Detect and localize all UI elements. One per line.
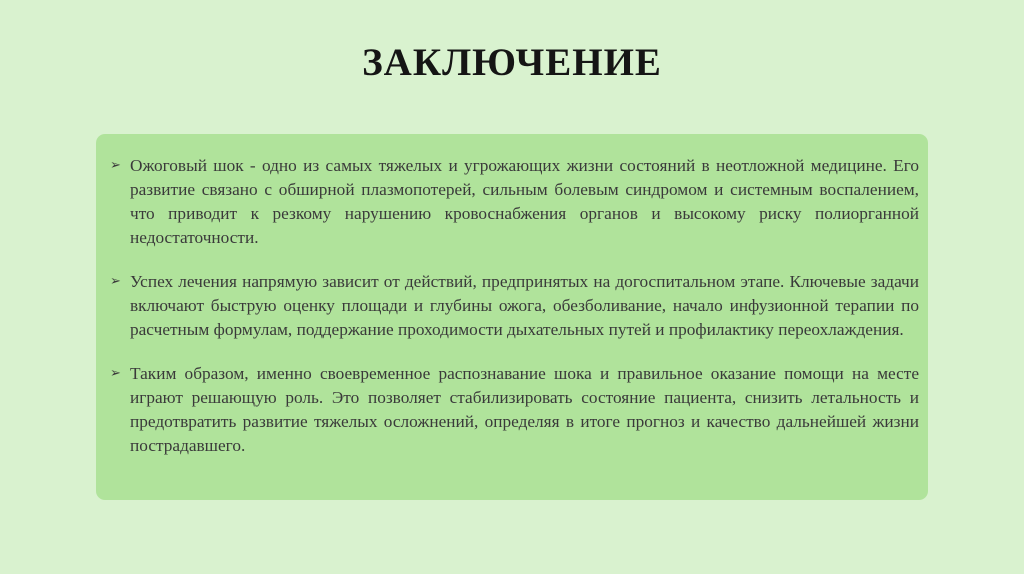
chevron-right-icon: ➢ xyxy=(110,158,121,173)
bullet-text: Ожоговый шок - одно из самых тяжелых и угрожающих жизни состояний в неотложной медицине. Его развитие связано с обширной плазмопотерей, сильным болевым синдромом и системным воспалением, что приводит к резкому нарушению кровоснабжения органов и высокому риску полиорганной недостаточности. xyxy=(130,156,919,247)
chevron-right-icon: ➢ xyxy=(110,274,121,289)
slide-title: ЗАКЛЮЧЕНИЕ xyxy=(362,41,662,84)
content-box xyxy=(96,134,928,500)
bullet-item xyxy=(110,270,919,342)
bullet-text: Таким образом, именно своевременное распознавание шока и правильное оказание помощи на месте играют решающую роль. Это позволяет стабилизировать состояние пациента, снизить летальность и предотвратить развитие тяжелых осложнений, определяя в итоге прогноз и качество дальнейшей жизни пострадавшего. xyxy=(130,364,919,455)
chevron-right-icon: ➢ xyxy=(110,366,121,381)
bullet-item xyxy=(110,154,919,250)
bullet-item xyxy=(110,362,919,458)
bullet-text: Успех лечения напрямую зависит от действий, предпринятых на догоспитальном этапе. Ключевые задачи включают быструю оценку площади и глубины ожога, обезболивание, начало инфузионной терапии по расчетным формулам, поддержание проходимости дыхательных путей и профилактику переохлаждения. xyxy=(130,272,919,339)
